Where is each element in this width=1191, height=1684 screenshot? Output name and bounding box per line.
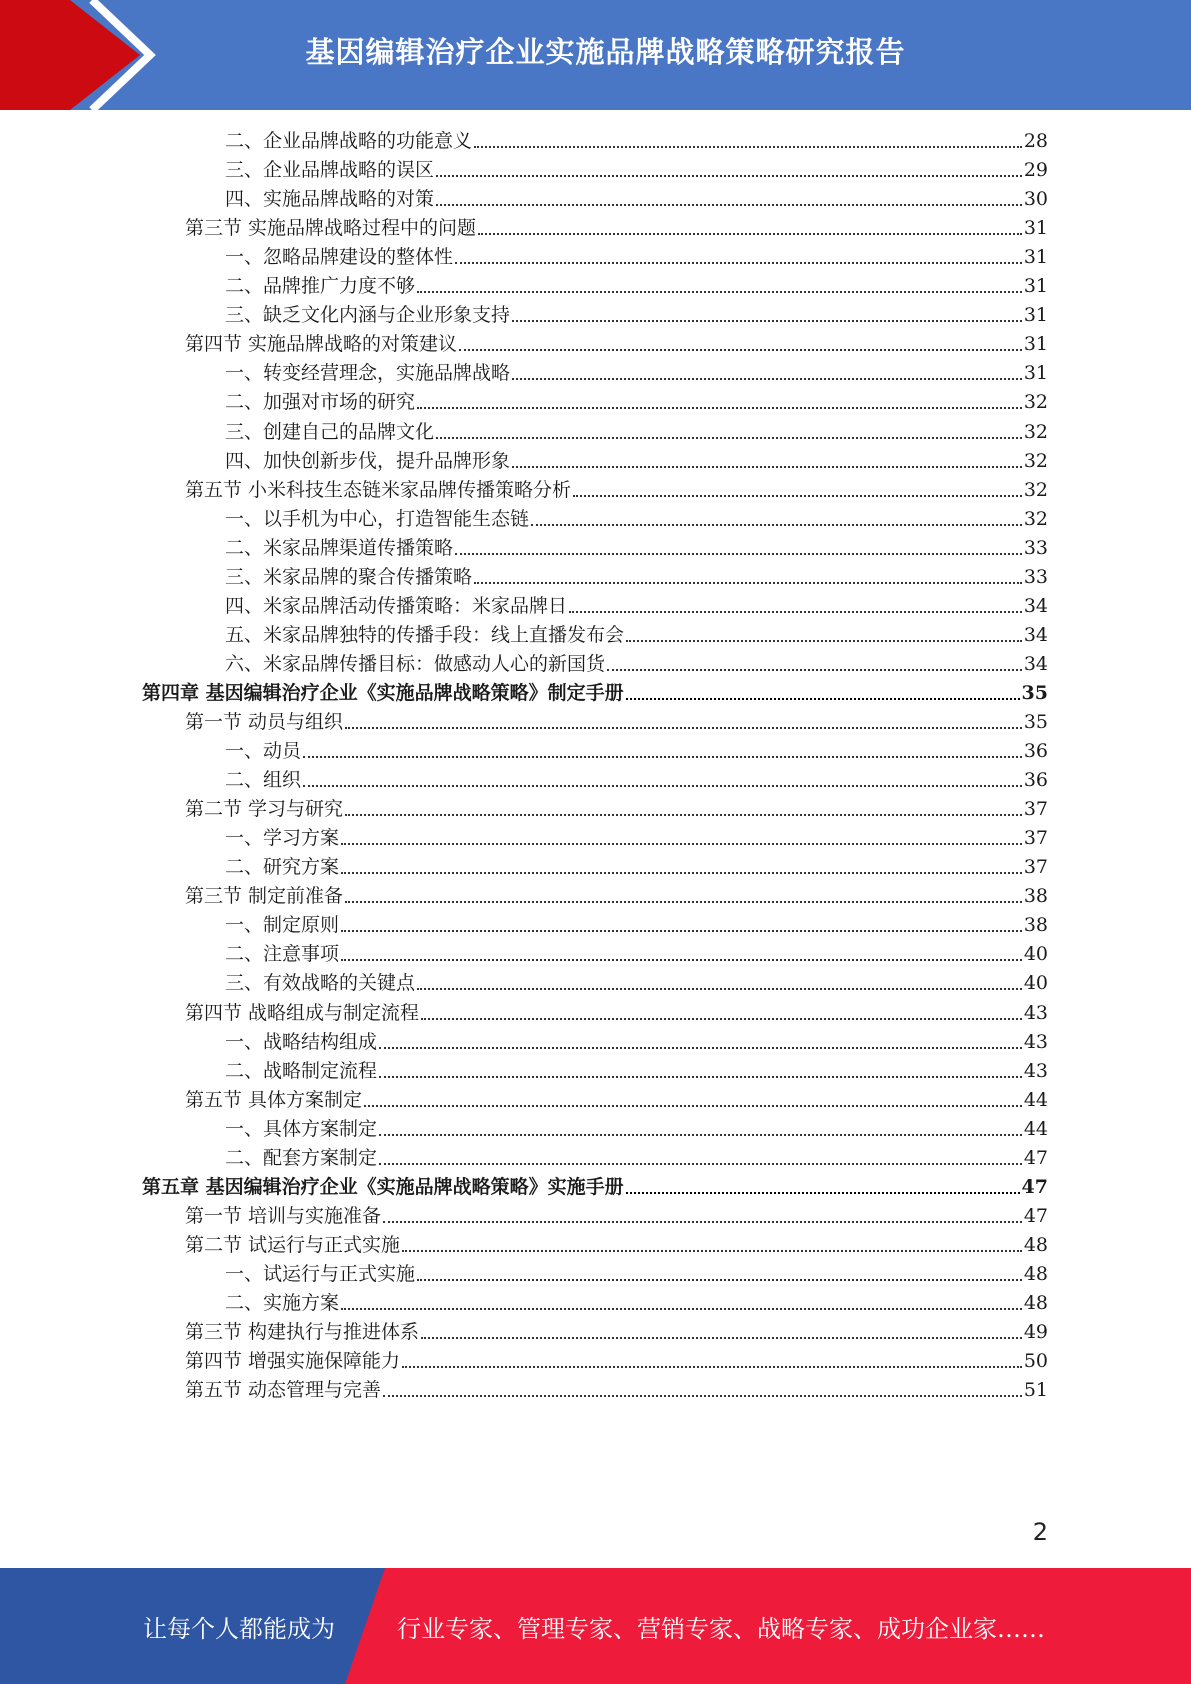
toc-entry-title: 第五节 具体方案制定 (185, 1088, 363, 1111)
toc-entry[interactable] (225, 302, 1048, 328)
toc-leader-dots (417, 407, 1022, 409)
toc-entry-page: 44 (1023, 1117, 1048, 1140)
toc-entry-title: 三、创建自己的品牌文化 (225, 420, 435, 443)
toc-entry[interactable] (225, 941, 1048, 967)
toc-leader-dots (303, 785, 1022, 787)
toc-entry[interactable] (225, 506, 1048, 532)
toc-entry[interactable] (185, 215, 1048, 241)
toc-entry-title: 第三节 构建执行与推进体系 (185, 1321, 420, 1344)
toc-entry-title: 二、配套方案制定 (225, 1146, 378, 1169)
toc-entry-page: 47 (1023, 1146, 1048, 1169)
toc-leader-dots (345, 901, 1022, 903)
toc-entry-title: 第五节 小米科技生态链米家品牌传播策略分析 (185, 478, 572, 501)
toc-entry-title: 二、米家品牌渠道传播策略 (225, 536, 454, 559)
toc-entry-page: 33 (1023, 536, 1048, 559)
toc-entry[interactable] (225, 564, 1048, 590)
toc-entry[interactable] (225, 1116, 1048, 1142)
toc-leader-dots (345, 814, 1022, 816)
toc-entry[interactable] (225, 854, 1048, 880)
toc-entry[interactable] (225, 622, 1048, 648)
footer-slogan-right: 行业专家、管理专家、营销专家、战略专家、成功企业家…… (397, 1614, 1045, 1643)
toc-entry-page: 47 (1021, 1175, 1048, 1198)
toc-entry-page: 32 (1023, 507, 1048, 530)
toc-entry-page: 48 (1023, 1233, 1048, 1256)
toc-leader-dots (455, 553, 1022, 555)
toc-entry-title: 第四节 战略组成与制定流程 (185, 1001, 420, 1024)
toc-entry-title: 二、实施方案 (225, 1292, 340, 1314)
toc-entry-title: 一、学习方案 (225, 827, 340, 850)
toc-entry[interactable] (225, 912, 1048, 938)
toc-leader-dots (512, 378, 1022, 380)
page-number: 2 (1032, 1518, 1048, 1546)
toc-entry[interactable] (225, 1145, 1048, 1171)
page-header (0, 0, 1191, 110)
toc-entry[interactable] (185, 796, 1048, 822)
toc-leader-dots (402, 1366, 1022, 1368)
toc-leader-dots (531, 524, 1022, 526)
toc-entry-title: 二、加强对市场的研究 (225, 391, 416, 414)
toc-entry-page: 38 (1023, 885, 1048, 908)
toc-entry[interactable] (225, 1058, 1048, 1084)
toc-entry-page: 40 (1023, 943, 1048, 966)
toc-leader-dots (626, 1192, 1020, 1194)
toc-entry-page: 32 (1023, 478, 1048, 501)
toc-entry[interactable] (225, 360, 1048, 386)
toc-entry[interactable] (225, 767, 1048, 793)
toc-leader-dots (607, 669, 1022, 671)
toc-entry-page: 40 (1023, 972, 1048, 995)
toc-entry-title: 三、企业品牌战略的误区 (225, 159, 435, 182)
toc-leader-dots (341, 959, 1022, 961)
toc-entry-page: 34 (1023, 652, 1048, 675)
toc-leader-dots (436, 437, 1022, 439)
toc-entry-page: 32 (1023, 449, 1048, 472)
toc-entry-page: 43 (1023, 1030, 1048, 1053)
toc-leader-dots (474, 146, 1022, 148)
toc-entry-title: 二、注意事项 (225, 943, 340, 966)
toc-leader-dots (379, 1134, 1022, 1136)
toc-entry[interactable] (225, 1261, 1048, 1287)
toc-entry-title: 二、研究方案 (225, 856, 340, 879)
toc-leader-dots (512, 320, 1022, 322)
toc-entry-page: 43 (1023, 1001, 1048, 1024)
toc-entry[interactable] (225, 389, 1048, 415)
toc-entry[interactable] (225, 273, 1048, 299)
toc-leader-dots (341, 1308, 1022, 1310)
toc-entry-page: 36 (1023, 769, 1048, 792)
toc-entry-page: 29 (1023, 159, 1048, 182)
page-footer (0, 1568, 1191, 1684)
toc-entry-title: 一、具体方案制定 (225, 1117, 378, 1140)
toc-entry[interactable] (225, 1290, 1048, 1316)
toc-entry-title: 一、制定原则 (225, 914, 340, 937)
toc-entry-page: 48 (1023, 1262, 1048, 1285)
toc-entry-title: 一、转变经营理念，实施品牌战略 (225, 362, 511, 385)
toc-entry[interactable] (225, 651, 1048, 677)
toc-entry[interactable] (225, 157, 1048, 183)
toc-leader-dots (303, 756, 1022, 758)
toc-entry-title: 第四章 基因编辑治疗企业《实施品牌战略策略》制定手册 (142, 681, 624, 704)
toc-entry-title: 三、米家品牌的聚合传播策略 (225, 565, 473, 588)
toc-entry-title: 四、加快创新步伐，提升品牌形象 (225, 449, 511, 472)
toc-entry[interactable] (225, 738, 1048, 764)
toc-entry-page: 38 (1023, 914, 1048, 937)
toc-entry[interactable] (142, 1174, 1048, 1200)
toc-entry-page: 31 (1023, 275, 1048, 298)
toc-entry-page: 34 (1023, 623, 1048, 646)
toc-entry[interactable] (185, 1348, 1048, 1374)
toc-entry-title: 四、米家品牌活动传播策略：米家品牌日 (225, 594, 568, 617)
toc-entry[interactable] (185, 1377, 1048, 1403)
toc-entry-page: 32 (1023, 420, 1048, 443)
toc-entry-title: 三、缺乏文化内涵与企业形象支持 (225, 304, 511, 327)
toc-entry-page: 36 (1023, 740, 1048, 763)
toc-entry-title: 第三节 制定前准备 (185, 885, 344, 908)
toc-entry-title: 一、战略结构组成 (225, 1030, 378, 1053)
footer-slogan-left: 让每个人都能成为 (143, 1614, 335, 1643)
toc-entry-page: 31 (1023, 333, 1048, 356)
toc-entry-page: 37 (1023, 856, 1048, 879)
toc-leader-dots (436, 204, 1022, 206)
toc-entry-title: 六、米家品牌传播目标：做感动人心的新国货 (225, 652, 606, 675)
toc-entry-page: 49 (1023, 1321, 1048, 1344)
toc-leader-dots (402, 1250, 1022, 1252)
toc-entry-title: 二、组织 (225, 769, 302, 792)
toc-entry-page: 28 (1023, 130, 1048, 152)
toc-entry-title: 三、有效战略的关键点 (225, 972, 416, 995)
toc-entry-title: 四、实施品牌战略的对策 (225, 188, 435, 211)
toc-leader-dots (379, 1163, 1022, 1165)
toc-entry[interactable] (225, 1029, 1048, 1055)
toc-entry[interactable] (185, 1000, 1048, 1026)
toc-entry[interactable] (225, 128, 1048, 154)
toc-entry-title: 第一节 动员与组织 (185, 711, 344, 733)
toc-entry[interactable] (185, 883, 1048, 909)
toc-entry-page: 31 (1023, 304, 1048, 327)
toc-leader-dots (341, 930, 1022, 932)
toc-entry-title: 一、以手机为中心，打造智能生态链 (225, 507, 530, 530)
toc-leader-dots (379, 1076, 1022, 1078)
toc-leader-dots (455, 262, 1022, 264)
toc-leader-dots (569, 611, 1022, 613)
toc-entry[interactable] (185, 1232, 1048, 1258)
toc-leader-dots (512, 466, 1022, 468)
toc-entry[interactable] (225, 448, 1048, 474)
toc-entry-page: 43 (1023, 1059, 1048, 1082)
toc-leader-dots (478, 233, 1022, 235)
toc-entry[interactable] (225, 244, 1048, 270)
toc-entry[interactable] (185, 331, 1048, 357)
toc-entry-title: 五、米家品牌独特的传播手段：线上直播发布会 (225, 623, 625, 646)
toc-entry-page: 48 (1023, 1292, 1048, 1314)
toc-entry-page: 30 (1023, 188, 1048, 211)
toc-entry-title: 一、忽略品牌建设的整体性 (225, 246, 454, 269)
toc-entry-page: 35 (1021, 681, 1048, 704)
toc-entry-title: 一、动员 (225, 740, 302, 763)
toc-leader-dots (341, 843, 1022, 845)
toc-entry-title: 一、试运行与正式实施 (225, 1262, 416, 1285)
toc-entry-page: 32 (1023, 391, 1048, 414)
toc-entry[interactable] (225, 593, 1048, 619)
toc-entry-page: 51 (1023, 1379, 1048, 1402)
toc-leader-dots (626, 640, 1022, 642)
toc-entry-title: 二、战略制定流程 (225, 1059, 378, 1082)
toc-entry-page: 31 (1023, 246, 1048, 269)
toc-leader-dots (383, 1395, 1022, 1397)
toc-entry[interactable] (185, 1087, 1048, 1113)
toc-leader-dots (379, 1047, 1022, 1049)
toc-entry[interactable] (225, 419, 1048, 445)
toc-entry-title: 第四节 增强实施保障能力 (185, 1350, 401, 1373)
document-title: 基因编辑治疗企业实施品牌战略策略研究报告 (305, 34, 906, 69)
toc-entry-page: 35 (1023, 711, 1048, 733)
toc-entry-page: 31 (1023, 362, 1048, 385)
toc-entry-page: 37 (1023, 798, 1048, 821)
toc-entry[interactable] (185, 1203, 1048, 1229)
toc-entry-title: 二、品牌推广力度不够 (225, 275, 416, 298)
toc-entry-title: 第二节 试运行与正式实施 (185, 1233, 401, 1256)
toc-entry-page: 34 (1023, 594, 1048, 617)
toc-entry[interactable] (185, 477, 1048, 503)
toc-entry-title: 第四节 实施品牌战略的对策建议 (185, 333, 458, 356)
toc-entry[interactable] (225, 186, 1048, 212)
toc-leader-dots (417, 1279, 1022, 1281)
toc-entry-title: 第二节 学习与研究 (185, 798, 344, 821)
toc-leader-dots (341, 872, 1022, 874)
toc-entry-title: 第五节 动态管理与完善 (185, 1379, 382, 1402)
toc-entry[interactable] (225, 970, 1048, 996)
toc-entry[interactable] (225, 535, 1048, 561)
toc-entry-title: 二、企业品牌战略的功能意义 (225, 130, 473, 152)
toc-leader-dots (421, 1337, 1022, 1339)
toc-leader-dots (573, 495, 1022, 497)
toc-leader-dots (474, 582, 1022, 584)
toc-entry-title: 第一节 培训与实施准备 (185, 1204, 382, 1227)
toc-entry-title: 第五章 基因编辑治疗企业《实施品牌战略策略》实施手册 (142, 1175, 624, 1198)
toc-entry-title: 第三节 实施品牌战略过程中的问题 (185, 217, 477, 240)
toc-entry[interactable] (185, 709, 1048, 735)
toc-entry[interactable] (142, 680, 1048, 706)
toc-entry-page: 50 (1023, 1350, 1048, 1373)
toc-leader-dots (417, 291, 1022, 293)
toc-leader-dots (626, 698, 1020, 700)
toc-entry[interactable] (185, 1319, 1048, 1345)
toc-entry-page: 33 (1023, 565, 1048, 588)
toc-entry[interactable] (225, 825, 1048, 851)
toc-entry-page: 44 (1023, 1088, 1048, 1111)
toc-entry-page: 37 (1023, 827, 1048, 850)
toc-leader-dots (345, 727, 1022, 729)
toc-leader-dots (364, 1105, 1022, 1107)
toc-leader-dots (436, 175, 1022, 177)
toc-entry-page: 31 (1023, 217, 1048, 240)
toc-entry-page: 47 (1023, 1204, 1048, 1227)
toc-leader-dots (417, 988, 1022, 990)
toc-leader-dots (459, 349, 1022, 351)
toc-leader-dots (421, 1018, 1022, 1020)
toc-leader-dots (383, 1221, 1022, 1223)
